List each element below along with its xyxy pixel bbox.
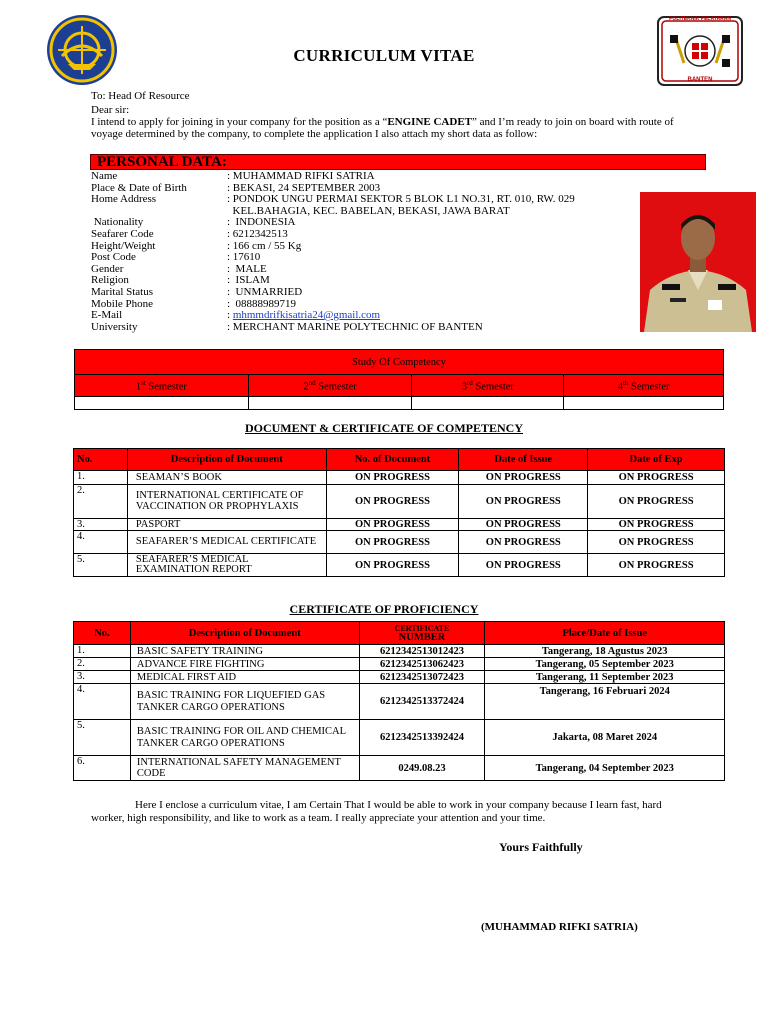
row-place: Tangerang, 18 Agustus 2023 (485, 645, 725, 658)
study-header-row (75, 350, 724, 375)
pd-value: : 08888989719 (227, 297, 297, 310)
pd-value: : BEKASI, 24 SEPTEMBER 2003 (227, 181, 381, 194)
page-title: CURRICULUM VITAE (293, 46, 475, 65)
row-place: Jakarta, 08 Maret 2024 (485, 720, 725, 756)
col-no: No. (74, 449, 128, 471)
semester-num: 3 (461, 381, 467, 393)
cert-header-top: CERTIFICATE (394, 624, 450, 633)
table-row (74, 684, 725, 720)
row-docno: ON PROGRESS (326, 485, 459, 519)
semester-sup: th (622, 379, 629, 388)
row-desc: BASIC SAFETY TRAINING (130, 645, 359, 658)
pd-value: : INDONESIA (227, 216, 296, 229)
row-place: Tangerang, 05 September 2023 (485, 658, 725, 671)
logo-right-top-text: POLITEKNIK PELAYARAN (669, 16, 731, 22)
col-date-exp: Date of Exp (588, 449, 725, 471)
table-row (74, 658, 725, 671)
semester-num: 1 (135, 381, 142, 393)
row-desc: INTERNATIONAL SAFETY MANAGEMENT CODE (130, 756, 359, 781)
row-cert: 6212342513372424 (359, 684, 485, 720)
pd-label: University (91, 320, 138, 333)
pd-value: : 17610 (227, 251, 261, 264)
pd-row-name (91, 171, 631, 183)
pd-label: Place & Date of Birth (91, 181, 187, 194)
table-row (74, 531, 725, 554)
row-docno: ON PROGRESS (326, 554, 459, 577)
row-desc: MEDICAL FIRST AID (130, 671, 359, 684)
row-no: 2. (74, 485, 128, 519)
signature-name: (MUHAMMAD RIFKI SATRIA) (481, 921, 638, 933)
row-no: 4. (74, 684, 131, 720)
pd-value: : UNMARRIED (227, 285, 303, 298)
row-cert: 6212342513392424 (359, 720, 485, 756)
pd-value: : MALE (227, 262, 267, 275)
logo-right-bottom-text: BANTEN (687, 77, 713, 83)
closing-paragraph (91, 799, 671, 824)
documents-table (73, 448, 725, 577)
pd-value: : MUHAMMAD RIFKI SATRIA (227, 170, 375, 182)
salutation: Dear sir: (91, 104, 130, 116)
row-place: Tangerang, 04 September 2023 (485, 756, 725, 781)
row-desc: SEAFARER’S MEDICAL CERTIFICATE (127, 531, 326, 554)
semester-sup: st (141, 379, 146, 388)
table-row (74, 471, 725, 485)
col-no: No. (74, 622, 131, 645)
pd-label: Home Address (91, 193, 157, 206)
pd-value-line2: KEL.BAHAGIA, KEC. BABELAN, BEKASI, JAWA BARAT (227, 204, 510, 217)
intro-paragraph (91, 116, 701, 140)
pd-label: Religion (91, 274, 129, 287)
proficiency-table (73, 621, 725, 781)
yours-faithfully: Yours Faithfully (499, 840, 583, 854)
table-row (74, 720, 725, 756)
col-cert-number (359, 622, 485, 645)
pd-value: : ISLAM (227, 274, 270, 287)
empty-cell (248, 397, 412, 410)
email-link[interactable]: mhmmdrifkisatria24@gmail.com (232, 309, 381, 322)
empty-cell (75, 397, 249, 410)
row-no: 6. (74, 756, 131, 781)
row-exp: ON PROGRESS (588, 531, 725, 554)
pd-label: Mobile Phone (91, 297, 154, 310)
pd-label: Seafarer Code (91, 227, 154, 240)
table-row (74, 519, 725, 531)
table-row (74, 485, 725, 519)
pd-label: Gender (91, 262, 124, 275)
semester-num: 4 (617, 381, 623, 393)
documents-header-row (74, 449, 725, 471)
documents-heading: DOCUMENT & CERTIFICATE OF COMPETENCY (244, 421, 524, 435)
pd-value: : (227, 309, 233, 322)
row-cert: 6212342513062423 (359, 658, 485, 671)
row-docno: ON PROGRESS (326, 471, 459, 485)
table-row (74, 671, 725, 684)
semester-label: Semester (472, 381, 514, 393)
col-description: Description of Document (130, 622, 359, 645)
profile-photo (640, 192, 756, 332)
pd-label: Name (91, 170, 118, 182)
proficiency-header-row (74, 622, 725, 645)
row-desc: SEAFARER’S MEDICAL EXAMINATION REPORT (127, 554, 326, 577)
semester-2-cell (248, 375, 412, 397)
personal-data-list (91, 171, 631, 333)
pd-label: Marital Status (91, 285, 154, 298)
row-place: Tangerang, 11 September 2023 (485, 671, 725, 684)
row-no: 5. (74, 720, 131, 756)
row-issue: ON PROGRESS (459, 471, 588, 485)
semester-sup: nd (308, 379, 316, 388)
row-exp: ON PROGRESS (588, 554, 725, 577)
row-no: 2. (74, 658, 131, 671)
pd-row-post-code (91, 252, 631, 264)
row-no: 5. (74, 554, 128, 577)
row-issue: ON PROGRESS (459, 485, 588, 519)
pd-row-email (91, 310, 631, 322)
pd-value: : PONDOK UNGU PERMAI SEKTOR 5 BLOK L1 NO.31, RT. 010, RW. 029 (227, 193, 575, 206)
row-desc: BASIC TRAINING FOR LIQUEFIED GAS TANKER CARGO OPERATIONS (130, 684, 359, 720)
row-desc: SEAMAN’S BOOK (127, 471, 326, 485)
row-exp: ON PROGRESS (588, 519, 725, 531)
pd-row-gender (91, 264, 631, 276)
row-exp: ON PROGRESS (588, 485, 725, 519)
row-docno: ON PROGRESS (326, 519, 459, 531)
row-desc: ADVANCE FIRE FIGHTING (130, 658, 359, 671)
col-place-date: Place/Date of Issue (485, 622, 725, 645)
empty-cell (412, 397, 564, 410)
study-semester-row (75, 375, 724, 397)
semester-label: Semester (315, 381, 357, 393)
row-place: Tangerang, 16 Februari 2024 (485, 684, 725, 720)
row-issue: ON PROGRESS (459, 519, 588, 531)
semester-num: 2 (303, 381, 309, 393)
row-issue: ON PROGRESS (459, 554, 588, 577)
row-no: 1. (74, 471, 128, 485)
row-issue: ON PROGRESS (459, 531, 588, 554)
study-empty-row (75, 397, 724, 410)
personal-data-header (90, 154, 706, 170)
empty-cell (564, 397, 724, 410)
proficiency-heading: CERTIFICATE OF PROFICIENCY (289, 602, 479, 616)
pd-value: : MERCHANT MARINE POLYTECHNIC OF BANTEN (227, 320, 483, 333)
semester-3-cell (412, 375, 564, 397)
pd-value: : 166 cm / 55 Kg (227, 239, 302, 252)
intro-after: ” and I’m ready to join on board with route of voyage determined by the company, to complete the application I also attach my short data as follow: (91, 116, 674, 140)
table-row (74, 645, 725, 658)
row-exp: ON PROGRESS (588, 471, 725, 485)
closing-text: Here I enclose a curriculum vitae, I am Certain That I would be able to work in your company because I learn fast, hard worker, high responsibility, and like to work as a team. I really appreciate your attention and your time. (91, 799, 662, 824)
row-cert: 6212342513012423 (359, 645, 485, 658)
row-no: 1. (74, 645, 131, 658)
pd-label: Nationality (91, 216, 144, 229)
row-desc: PASPORT (127, 519, 326, 531)
pd-row-nationality (91, 217, 631, 229)
pd-value: : 6212342513 (227, 227, 288, 240)
row-desc: INTERNATIONAL CERTIFICATE OF VACCINATION OR PROPHYLAXIS (127, 485, 326, 519)
pd-row-university (91, 322, 631, 334)
personal-data-heading: PERSONAL DATA: (97, 154, 227, 170)
row-docno: ON PROGRESS (326, 531, 459, 554)
semester-label: Semester (145, 381, 187, 393)
semester-label: Semester (628, 381, 670, 393)
col-doc-number: No. of Document (326, 449, 459, 471)
intro-before: I intend to apply for joining in your company for the position as a “ (91, 116, 388, 128)
study-heading: Study Of Competency (75, 350, 724, 375)
pd-row-height-weight (91, 241, 631, 253)
intro-position: ENGINE CADET (387, 116, 472, 128)
row-desc: BASIC TRAINING FOR OIL AND CHEMICAL TANKER CARGO OPERATIONS (130, 720, 359, 756)
recipient-line: To: Head Of Resource (91, 90, 190, 102)
semester-1-cell (75, 375, 249, 397)
table-row (74, 554, 725, 577)
col-date-issue: Date of Issue (459, 449, 588, 471)
row-no: 3. (74, 519, 128, 531)
row-cert: 0249.08.23 (359, 756, 485, 781)
cert-header-bottom: NUMBER (398, 632, 446, 643)
pd-label: Height/Weight (91, 239, 156, 252)
pd-row-address (91, 194, 631, 217)
pd-label: E-Mail (91, 309, 123, 322)
pd-label: Post Code (91, 251, 136, 264)
pd-row-marital (91, 287, 631, 299)
col-description: Description of Document (127, 449, 326, 471)
semester-4-cell (564, 375, 724, 397)
pd-row-seafarer-code (91, 229, 631, 241)
semester-sup: rd (466, 379, 473, 388)
table-row (74, 756, 725, 781)
study-competency-table (74, 349, 724, 410)
row-no: 4. (74, 531, 128, 554)
pd-row-religion (91, 275, 631, 287)
row-cert: 6212342513072423 (359, 671, 485, 684)
row-no: 3. (74, 671, 131, 684)
